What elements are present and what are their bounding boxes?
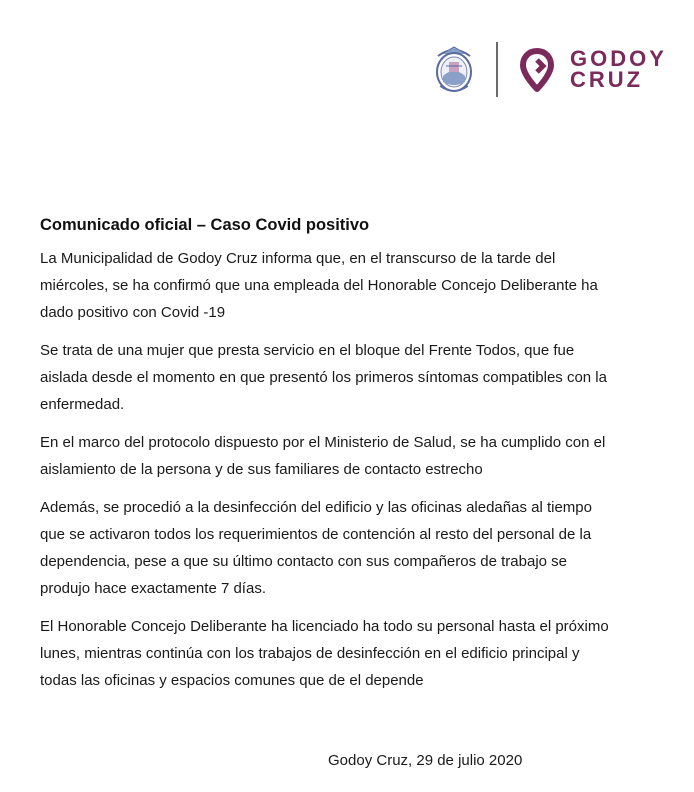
paragraph-4: Además, se procedió a la desinfección del edificio y las oficinas aledañas al tiempo que se activaron todos los requerimientos de contención al resto del personal de la dependencia, pese a que su último contacto con sus compañeros de trabajo se produjo hace exactamente 7 días. (40, 499, 592, 597)
document-title: Comunicado oficial – Caso Covid positivo (40, 216, 370, 234)
letterhead (430, 40, 670, 100)
document-body (40, 216, 620, 705)
header-divider (496, 42, 498, 97)
brand-wordmark (570, 48, 667, 90)
signoff-date: Godoy Cruz, 29 de julio 2020 (328, 752, 523, 769)
paragraph-1: La Municipalidad de Godoy Cruz informa que, en el transcurso de la tarde del miércoles, se ha confirmó que una empleada del Honorable Concejo Deliberante ha dado positivo con Covid -19 (40, 250, 598, 321)
location-pin-logo-icon (520, 48, 554, 92)
brand-line-2: CRUZ (570, 67, 644, 92)
paragraph-2: Se trata de una mujer que presta servicio en el bloque del Frente Todos, que fue aislada desde el momento en que presentó los primeros síntomas compatibles con la enfermedad. (40, 342, 607, 413)
municipal-seal-icon (432, 42, 476, 98)
paragraph-3: En el marco del protocolo dispuesto por el Ministerio de Salud, se ha cumplido con el aislamiento de la persona y de sus familiares de contacto estrecho (40, 434, 606, 478)
brand-line-1: GODOY (570, 46, 667, 71)
paragraph-5: El Honorable Concejo Deliberante ha licenciado ha todo su personal hasta el próximo lunes, mientras continúa con los trabajos de desinfección en el edificio principal y todas las oficinas y espacios comunes que de el depende (40, 618, 609, 689)
